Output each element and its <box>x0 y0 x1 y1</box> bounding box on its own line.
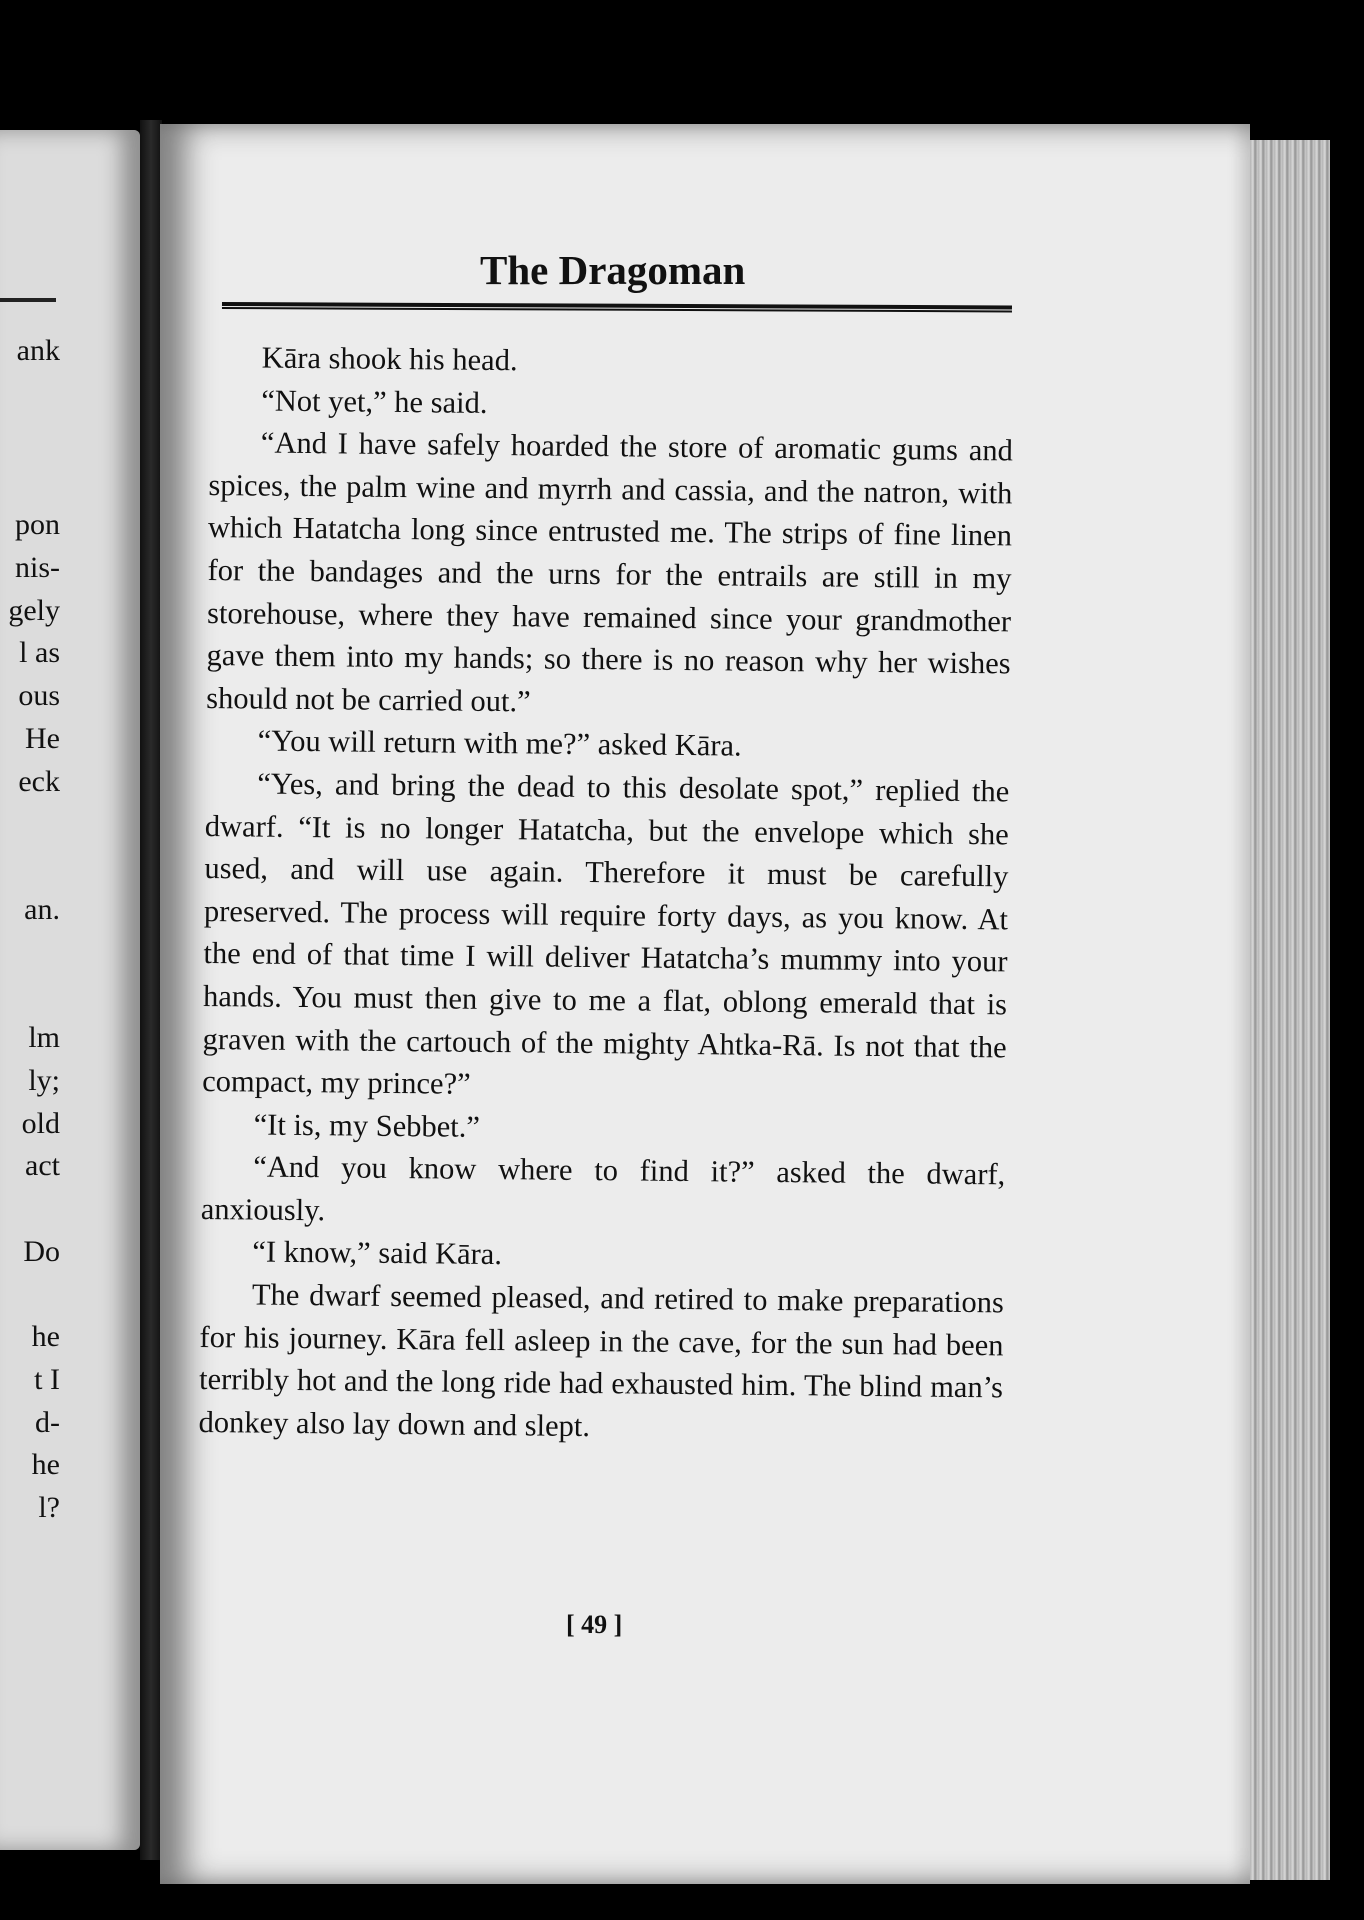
facing-page-fragment: eck <box>18 765 60 798</box>
book-gutter <box>140 120 162 1860</box>
paragraph: “Yes, and bring the dead to this desolate spot,” replied the dwarf. “It is no longer Hatatcha, but the envelope which she used, and will use again. Therefore it must be carefully preserved. The process will require forty days, as you know. At the end of that time I will deliver Hatatcha’s mummy into your hands. You must then give to me a flat, oblong emerald that is graven with the cartouch of the mighty Ahtka-Rā. Is not that the compact, my prince?” <box>202 766 1010 1101</box>
facing-page-fragment: an. <box>24 893 60 926</box>
facing-page-fragment: old <box>21 1107 60 1140</box>
paragraph: “And I have safely hoarded the store of aromatic gums and spices, the palm wine and myrrh and cassia, and the natron, with which Hatatcha long since entrusted me. The strips of fine linen for the bandages and the urns for the entrails are still in my storehouse, where they have remained since your grandmother gave them into my hands; so there is no reason why her wishes should not be carried out.” <box>206 425 1014 719</box>
facing-page-fragment: l as <box>19 636 60 669</box>
paragraph: “It is, my Sebbet.” <box>253 1107 481 1144</box>
facing-page-fragment: he <box>31 1320 60 1353</box>
paragraph: “You will return with me?” asked Kāra. <box>257 723 742 763</box>
facing-page-fragment: ank <box>16 334 60 367</box>
facing-page-fragment: he <box>31 1448 60 1481</box>
paragraph: “Not yet,” he said. <box>261 383 488 420</box>
facing-page-fragment: d- <box>35 1406 60 1439</box>
facing-page-header-rule <box>0 298 56 302</box>
facing-page-fragment: ly; <box>28 1064 60 1097</box>
page-number: [ 49 ] <box>566 1610 623 1639</box>
body-text <box>198 336 1014 1452</box>
facing-page-fragment: gely <box>8 594 60 627</box>
facing-page-fragment: nis- <box>15 551 60 584</box>
facing-page-fragment: l? <box>38 1491 60 1524</box>
facing-page-fragment: lm <box>28 1021 60 1054</box>
facing-page-fragment: He <box>25 722 60 755</box>
paragraph: “And you know where to find it?” asked the dwarf, anxiously. <box>200 1149 1006 1228</box>
facing-page-fragment: act <box>25 1149 60 1182</box>
facing-page-fragment: ous <box>18 679 60 712</box>
facing-page-fragment: Do <box>23 1235 60 1268</box>
facing-page-fragment: pon <box>15 508 60 541</box>
facing-page-fragment: t I <box>34 1363 60 1396</box>
running-header-title: The Dragoman <box>480 247 746 293</box>
paragraph: Kāra shook his head. <box>261 340 518 378</box>
paragraph: “I know,” said Kāra. <box>252 1234 503 1272</box>
facing-page-left <box>0 130 140 1850</box>
paragraph: The dwarf seemed pleased, and retired to make preparations for his journey. Kāra fell asleep in the cave, for the sun had been terribly hot and the long ride had exhausted him. The blind man’s donkey also lay down and slept. <box>198 1277 1005 1443</box>
page-edges <box>1250 140 1330 1880</box>
